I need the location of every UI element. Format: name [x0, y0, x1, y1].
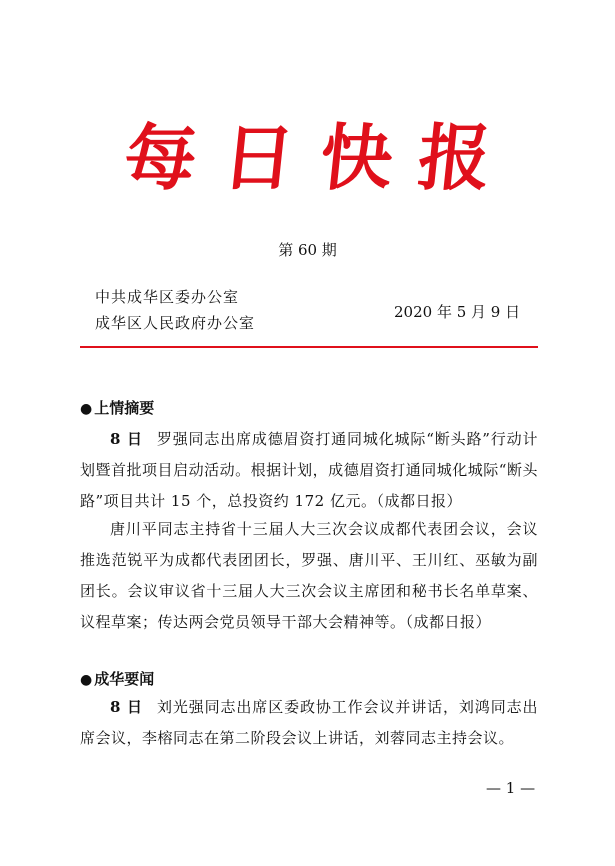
issuing-org-government: 成华区人民政府办公室 — [95, 314, 256, 332]
bullet-icon: ● — [80, 672, 93, 688]
news-text: 罗强同志出席成德眉资打通同城化城际“断头路”行动计划暨首批项目启动活动。根据计划，成德眉资打通同城化城际“断头路”项目共计 15 个，总投资约 172 亿元。（成都日报） — [80, 430, 538, 510]
news-paragraph — [80, 692, 538, 754]
news-date: 8 日 — [110, 698, 143, 716]
bullet-icon: ● — [80, 401, 93, 417]
section-title: 上情摘要 — [94, 399, 155, 417]
news-paragraph — [80, 514, 538, 638]
section-heading-upper-summary — [80, 398, 154, 419]
news-text: 刘光强同志出席区委政协工作会议并讲话，刘鸿同志出席会议，李榕同志在第二阶段会议上讲话，刘蓉同志主持会议。 — [80, 698, 538, 747]
section-title: 成华要闻 — [94, 670, 155, 688]
issue-date: 2020 年 5 月 9 日 — [394, 303, 521, 321]
news-date: 8 日 — [110, 430, 143, 448]
news-text: 唐川平同志主持省十三届人大三次会议成都代表团会议，会议推选范锐平为成都代表团团长，罗强、唐川平、王川红、巫敏为副团长。会议审议省十三届人大三次会议主席团和秘书长名单草案、议程草案；传达两会党员领导干部大会精神等。（成都日报） — [80, 520, 538, 631]
masthead-title: 每日快报 — [120, 116, 521, 200]
issue-number: 第 60 期 — [278, 241, 337, 259]
header-divider — [80, 346, 538, 348]
news-paragraph — [80, 424, 538, 517]
section-heading-chenghua-news — [80, 669, 154, 690]
page-number: — 1 — — [486, 779, 536, 797]
issuing-org-party: 中共成华区委办公室 — [95, 288, 240, 306]
